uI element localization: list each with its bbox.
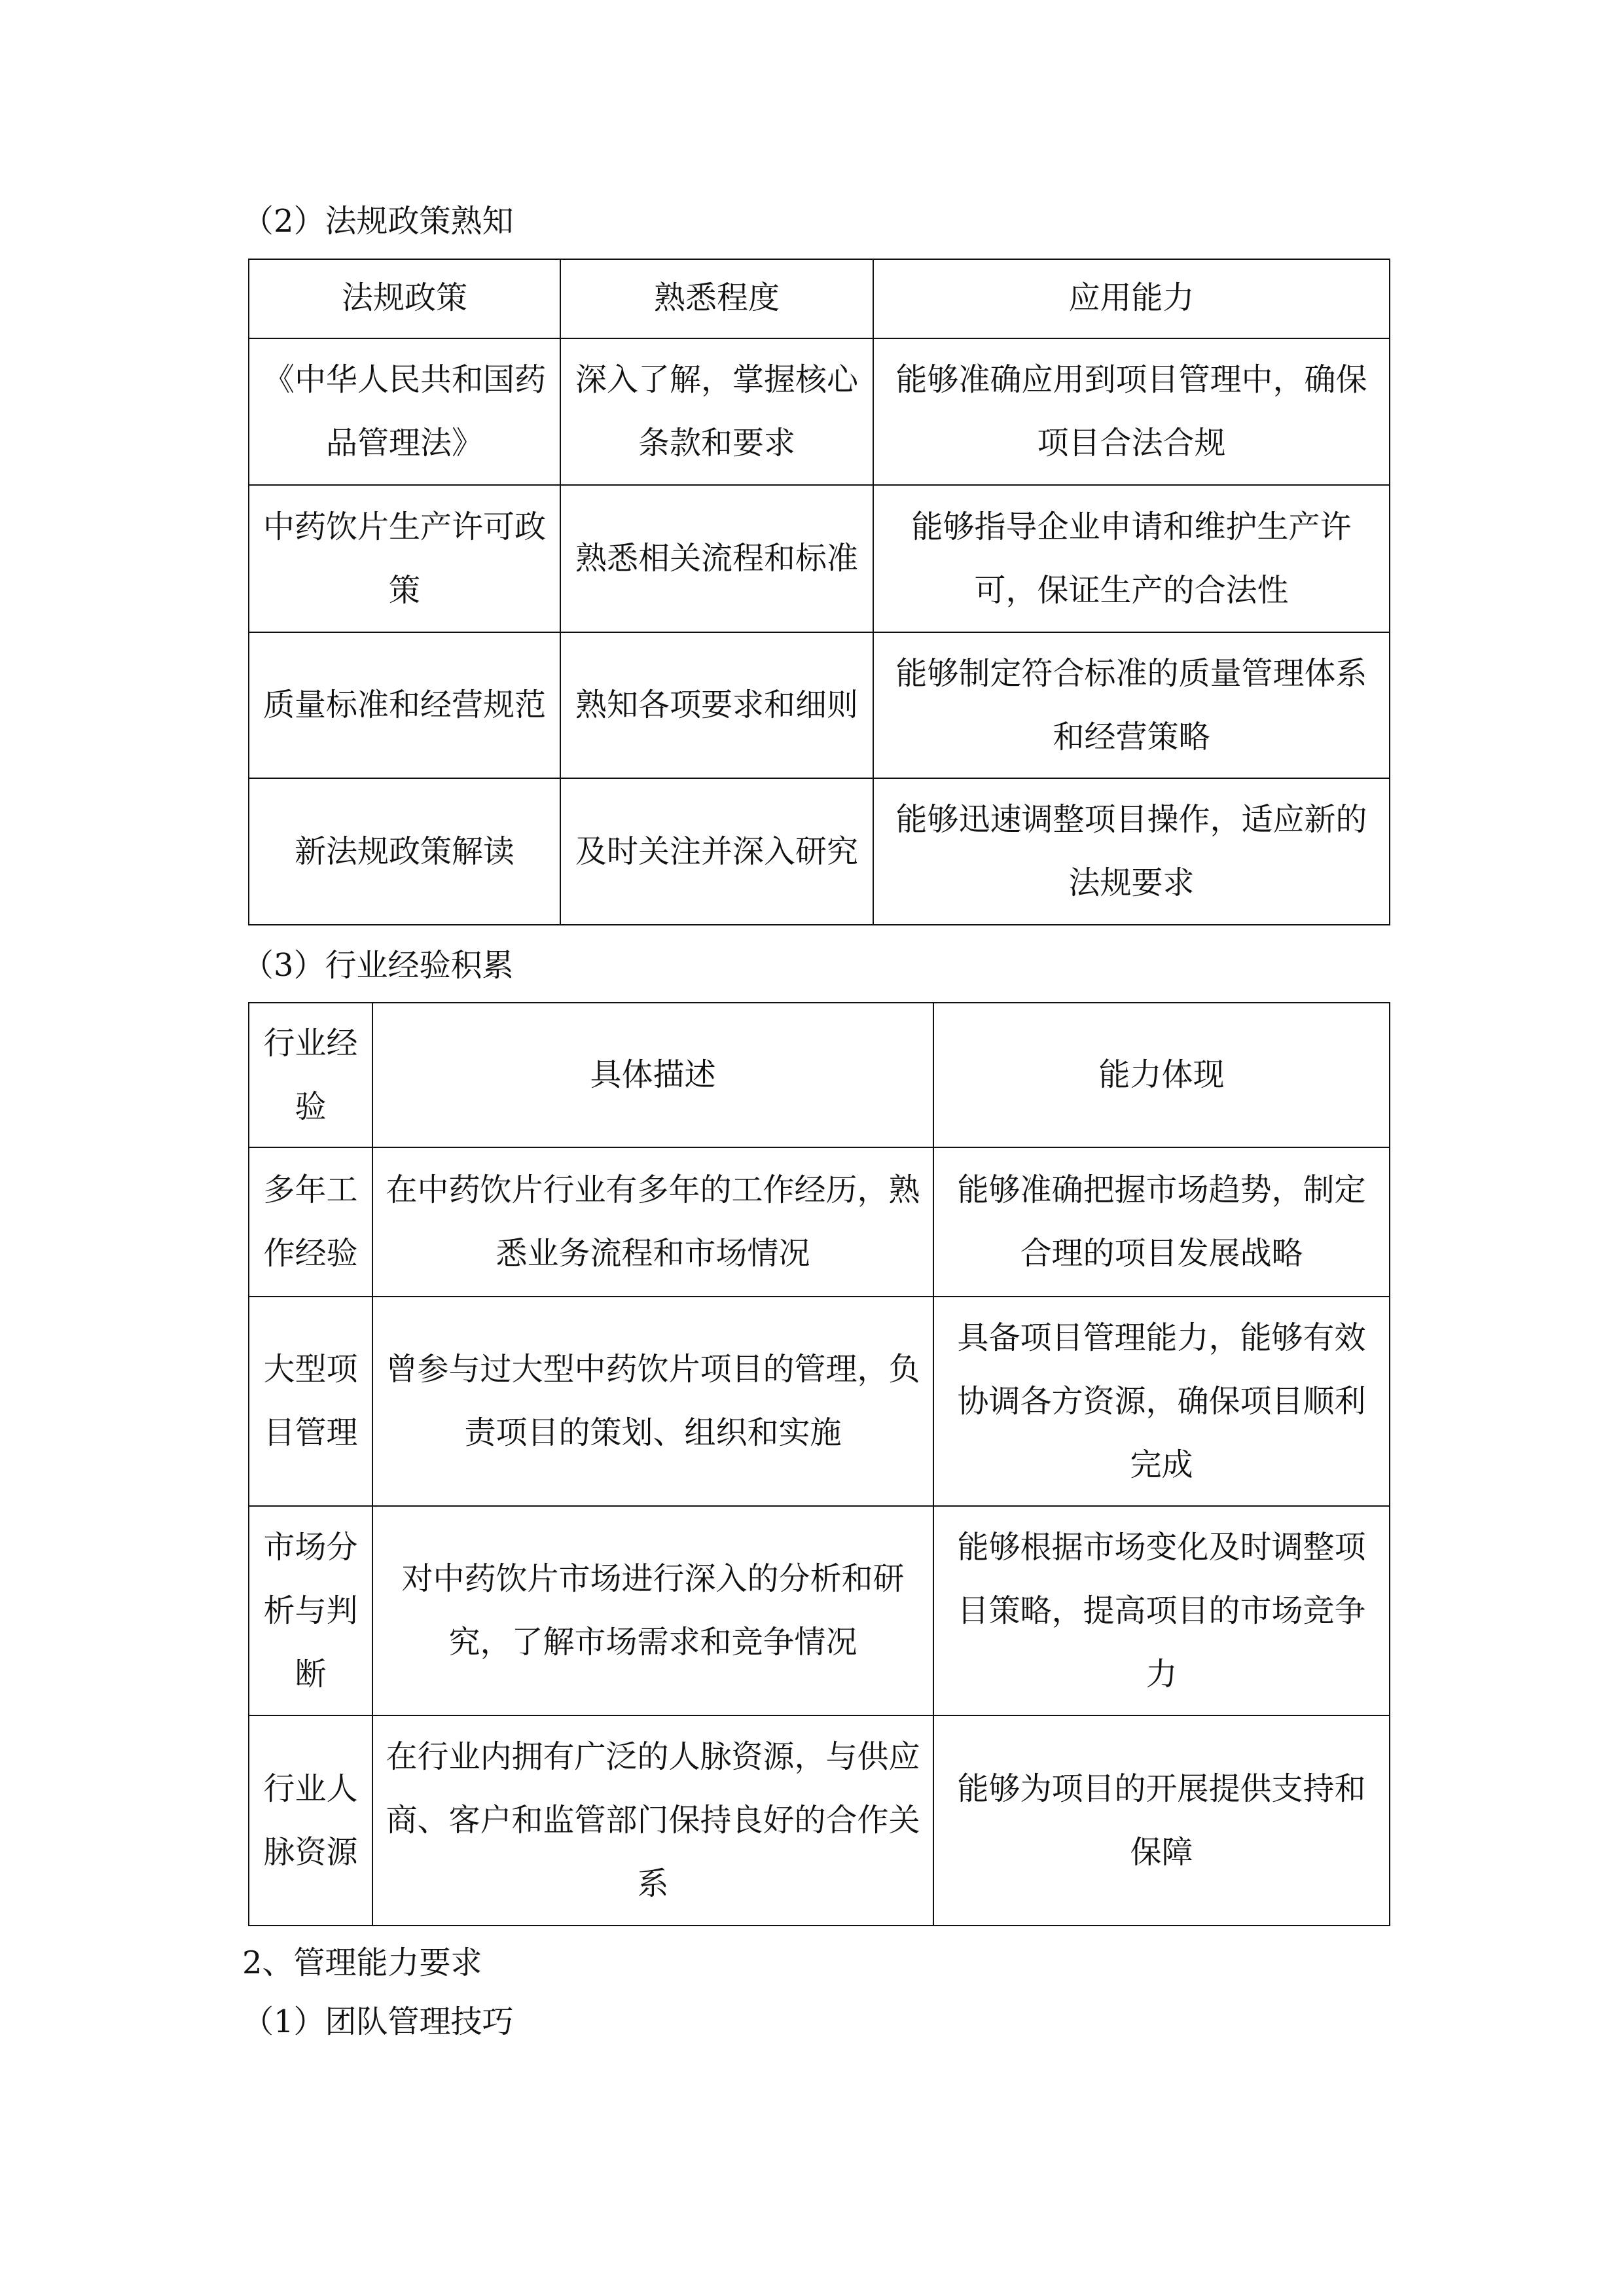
table-cell: 能够指导企业申请和维护生产许可，保证生产的合法性 bbox=[873, 485, 1390, 632]
heading-industry-experience: （3）行业经验积累 bbox=[242, 947, 514, 984]
table-cell: 深入了解，掌握核心条款和要求 bbox=[560, 338, 873, 485]
table-cell: 在行业内拥有广泛的人脉资源，与供应商、客户和监管部门保持良好的合作关系 bbox=[372, 1715, 933, 1926]
table-cell: 曾参与过大型中药饮片项目的管理，负责项目的策划、组织和实施 bbox=[372, 1297, 933, 1506]
header-cell: 能力体现 bbox=[933, 1003, 1390, 1147]
table-header-row bbox=[249, 259, 1390, 338]
table-cell: 熟知各项要求和细则 bbox=[560, 632, 873, 778]
table-row bbox=[249, 1147, 1390, 1297]
table-cell: 熟悉相关流程和标准 bbox=[560, 485, 873, 632]
header-cell: 法规政策 bbox=[249, 259, 560, 338]
table-cell: 质量标准和经营规范 bbox=[249, 632, 560, 778]
table-cell: 能够迅速调整项目操作，适应新的法规要求 bbox=[873, 778, 1390, 925]
table-cell: 能够为项目的开展提供支持和保障 bbox=[933, 1715, 1390, 1926]
table-cell: 及时关注并深入研究 bbox=[560, 778, 873, 925]
header-cell: 应用能力 bbox=[873, 259, 1390, 338]
table-cell: 具备项目管理能力，能够有效协调各方资源，确保项目顺利完成 bbox=[933, 1297, 1390, 1506]
table-row bbox=[249, 485, 1390, 632]
table-cell: 中药饮片生产许可政策 bbox=[249, 485, 560, 632]
heading-management-ability: 2、管理能力要求 bbox=[242, 1945, 482, 1981]
table-row bbox=[249, 778, 1390, 925]
regulations-table bbox=[248, 259, 1390, 925]
table-cell: 能够根据市场变化及时调整项目策略，提高项目的市场竞争力 bbox=[933, 1506, 1390, 1715]
table-cell: 能够准确把握市场趋势，制定合理的项目发展战略 bbox=[933, 1147, 1390, 1297]
table-row bbox=[249, 1506, 1390, 1715]
table-header-row bbox=[249, 1003, 1390, 1147]
table-cell: 市场分析与判断 bbox=[249, 1506, 372, 1715]
table-cell: 能够准确应用到项目管理中，确保项目合法合规 bbox=[873, 338, 1390, 485]
table-cell: 新法规政策解读 bbox=[249, 778, 560, 925]
table-cell: 能够制定符合标准的质量管理体系和经营策略 bbox=[873, 632, 1390, 778]
table-cell: 多年工作经验 bbox=[249, 1147, 372, 1297]
table-cell: 在中药饮片行业有多年的工作经历，熟悉业务流程和市场情况 bbox=[372, 1147, 933, 1297]
table-cell: 行业人脉资源 bbox=[249, 1715, 372, 1926]
experience-table bbox=[248, 1002, 1390, 1926]
heading-regulations: （2）法规政策熟知 bbox=[242, 203, 514, 240]
header-cell: 熟悉程度 bbox=[560, 259, 873, 338]
table-row bbox=[249, 1297, 1390, 1506]
table-cell: 对中药饮片市场进行深入的分析和研究，了解市场需求和竞争情况 bbox=[372, 1506, 933, 1715]
table-row bbox=[249, 1715, 1390, 1926]
table-row bbox=[249, 338, 1390, 485]
header-cell: 具体描述 bbox=[372, 1003, 933, 1147]
table-cell: 大型项目管理 bbox=[249, 1297, 372, 1506]
table-row bbox=[249, 632, 1390, 778]
table-cell: 《中华人民共和国药品管理法》 bbox=[249, 338, 560, 485]
header-cell: 行业经验 bbox=[249, 1003, 372, 1147]
heading-team-management: （1）团队管理技巧 bbox=[242, 2003, 514, 2040]
